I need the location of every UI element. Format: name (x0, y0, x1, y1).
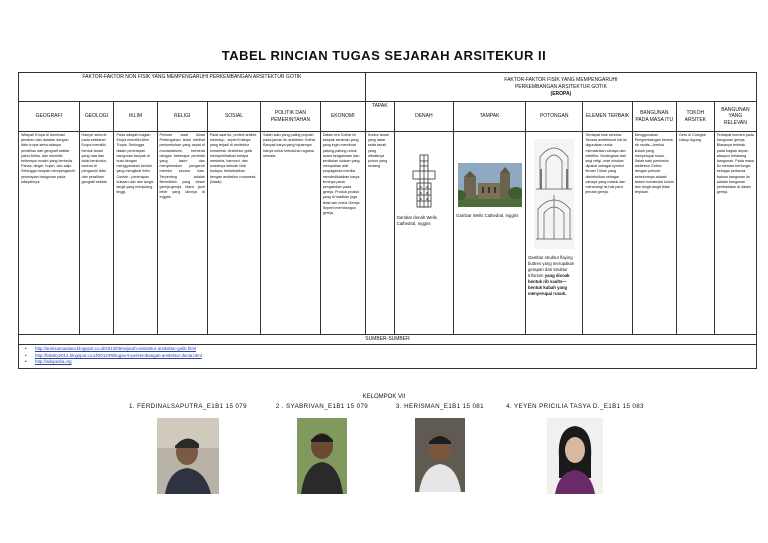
cell-ekonomi: Dalam era Gothic ini banyak seniman yang yang ingin membuat patung-patung untuk acara keagamaan dan seniksian lukisan yang merupakan alat propaganda menika mendedikasikan karya seninya pada pengabdian pada gereja. Produk-produk yang di hasilkan juga tidak lain untuk Gereja. Seperti membangun gereja. (320, 132, 365, 335)
col-bangunan-masa: BANGUNAN PADA MASA ITU (632, 102, 676, 132)
member-3-photo (415, 418, 465, 492)
col-ekonomi: EKONOMI (320, 102, 365, 132)
cell-sosial: Pada saat itu, profesi arsitek meredup , seperti halnya yang terjadi di arsitektur romanesk. Arsitektur gotik memperlihatkan betapa merdeka, harmoni, dan sosialnya sebuah nilai budaya, berkebalikan dengan arsitektur romanesk (klasik). (207, 132, 260, 335)
section-drawing (534, 139, 574, 251)
cathedral-photo (458, 163, 522, 209)
sumber-header: SUMBER-SUMBER (19, 335, 757, 345)
document-title: TABEL RINCIAN TUGAS SEJARAH ARSITEKUR II (221, 48, 547, 63)
cell-tampak (454, 132, 526, 335)
col-bangunan-relevan: BANGUNAN YANG RELEVAN (714, 102, 756, 132)
col-tampak: TAMPAK (454, 102, 526, 132)
source-link-2[interactable]: • http://fabsky2012.blogspot.co.id/2012/09/tugas-5-perkembangan-arsitektur-dunia.html (35, 353, 754, 360)
denah-caption: Gambar denah Wells Cathedral, Inggris (396, 215, 437, 227)
col-religi: RELIGI (157, 102, 207, 132)
fisik-group-header (365, 73, 756, 102)
member-4-name: 4. YEYEN PRICILIA TASYA D._E1B1 15 083 (506, 403, 644, 410)
col-tapak: TAPAK (365, 102, 394, 132)
cell-tokoh: Gero of Cologne Uskup Agung (676, 132, 714, 335)
member-2-name: 2 . SYABRIVAN_E1B1 15 079 (275, 403, 369, 410)
fisik-line2: PERKEMBANGAN ARSITEKTUR GOTIK (514, 83, 607, 90)
col-denah: DENAH (394, 102, 454, 132)
member-1 (128, 403, 248, 494)
member-1-photo (157, 418, 219, 494)
member-4-photo (547, 418, 603, 494)
cell-bangunan-relevan: Terdapat menara pada bangunan gereja. Biasanya terletak pada bagian depan ataupun belakang bangunan. Pada masa itu menara berfungsi sebagai pertanda bahwa bangunan itu adalah bangunan peribadatan di dalam gereja. (714, 132, 756, 335)
cell-tapak: Kontur tanah yang datar serta tanah yang dibaliknya pohon yang rindang (365, 132, 394, 335)
member-3 (380, 403, 500, 492)
source-link-3[interactable]: • http://wikipedia.org (35, 359, 754, 366)
member-3-name: 3. HERISMAN_E1B1 15 081 (396, 403, 484, 410)
cell-politik: Salah satu yang paling populer pada jaman itu arsitektur Gothic. Banyak karya yang tujuannya hanya untuk kebutuhan agama semata. (261, 132, 321, 335)
col-elemen: ELEMEN TERBAIK (583, 102, 632, 132)
col-geologi: GEOLOGI (79, 102, 114, 132)
cell-geografi: Wilayah Eropa di dominasi perairan dan daratan dengan iklim tropis serta adanya peralihan dari geografi sekitar yakni Afrika. dan memiliki beberapa musim yang berbeda. Panas, dingin, hujan, dan salju. Sehingga banyak mempengaruhi penerapan bangunan pada wilayahnya. (19, 132, 80, 335)
rincian-table (18, 72, 757, 369)
cell-potongan (525, 132, 582, 335)
member-2 (262, 403, 382, 494)
col-politik: POLITIK DAN PEMERINTAHAN (261, 102, 321, 132)
cell-elemen: Terdapat rose window. Secara arsitektural hal itu digunakan untuk memasukan cahaya dan estetika. Sedangkan dari segi religi, rose window dipakai sebagai symbol firman Tuhan yang disimbolkan sebagai cahaya yang masuk dan menerangi isi hati para jemaat gereja. (583, 132, 632, 335)
source-link-1[interactable]: • http://annisamaulana.blogspot.co.id/2013/05/sejarah-arsitektur-arsitektur-gotik.html (35, 346, 754, 353)
col-tokoh: TOKOH ARSITEK (676, 102, 714, 132)
member-4 (500, 403, 650, 494)
fisik-line3: (EROPA) (550, 90, 572, 97)
cell-bangunan-masa: Menggunakan Pengembangan bentuk rib vaults—bentuk kubah yang menyerupai rusuk. Salah satu pembeda arsitektur Gothic dengan periode sebelumnya adalah sistem konstruksi kolom dan langit-langit tidak terpisah. (632, 132, 676, 335)
tampak-caption: Gambar Wells Cathedral, Inggris (456, 213, 519, 219)
cell-denah (394, 132, 454, 335)
members-row (0, 403, 768, 513)
potongan-caption: Gambar struktur flaying buttres yang merupakan gerapan dari struktur triforium yang dicoak bentuk rib vaults—bentuk kubah yang menyerupai rusuk. (527, 255, 575, 297)
col-sosial: SOSIAL (207, 102, 260, 132)
floor-plan-drawing (410, 153, 438, 211)
cell-geologi: Hampir seluruh pada sekitaran Eropa memiliki bentuk tanah yang rata dan tidak berkontur, karena di pengaruhi iklim dan peralihan geografi sekitar. (79, 132, 114, 335)
cell-religi: Periode awal Abad Pertengahan telah melihat pertumbuhan yang cepat di monastisisme, berbeda dengan beberapa perintah yang lazim dan menyebarkan pengaruh mereka secara luas. Terpenting adalah Benediktin yang besar gereja-gereja biara jauh lebih yang lainnya di Inggris. (157, 132, 207, 335)
member-2-photo (297, 418, 347, 494)
col-potongan: POTONGAN (525, 102, 582, 132)
cell-iklim: Pada wilayah bagian Eropa memiliki iklim Tropis. Sehingga dalam penerapan bangunan banyak di buat dengan menggunakan bentuk yang mengikuti iklim. Contoh ; penerapan bukaan dan dan langit-langit yang menjulang tinggi. (114, 132, 157, 335)
member-1-name: 1. FERDINALSAPUTRA_E1B1 15 079 (129, 403, 247, 410)
fisik-line1: FAKTOR-FAKTOR FISIK YANG MEMPENGARUHI (504, 76, 618, 83)
kelompok-label: KELOMPOK VII (362, 394, 406, 400)
col-geografi: GEOGRAFI (19, 102, 80, 132)
sumber-links (19, 345, 757, 369)
nonfisik-group-header: FAKTOR-FAKTOR NON FISIK YANG MEMPENGARUHI PERKEMBANGAN ARSITEKTUR GOTIK (19, 73, 366, 102)
col-iklim: IKLIM (114, 102, 157, 132)
